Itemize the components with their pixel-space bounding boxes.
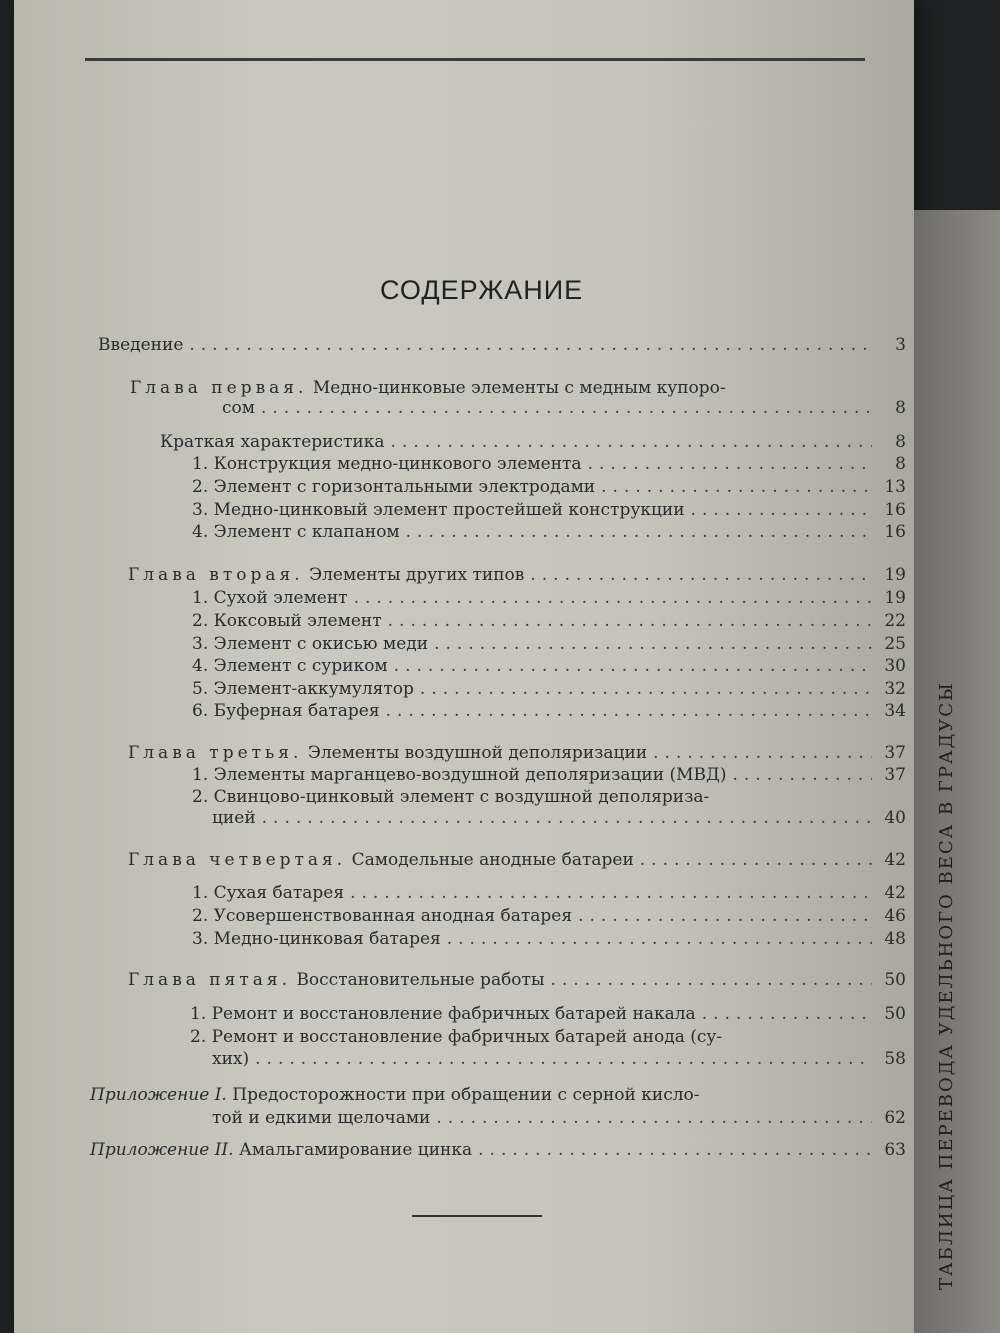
toc-appendix-2: Приложение II. Амальгамирование цинка ..... 63 xyxy=(90,1140,906,1160)
toc-entry: 4. Элемент с суриком ..... 30 xyxy=(192,656,906,676)
top-rule xyxy=(85,58,865,61)
adjacent-page-strip xyxy=(914,210,1000,1333)
toc-entry: 3. Элемент с окисью меди ..... 25 xyxy=(192,634,906,654)
toc-entry: 2. Усовершенствованная анодная батарея ..... 46 xyxy=(192,906,906,926)
toc-chapter-1: Глава первая. Медно-цинковые элементы с медным купоро- xyxy=(130,378,726,398)
toc-entry: 6. Буферная батарея ..... 34 xyxy=(192,701,906,721)
toc-entry: 1. Сухой элемент ..... 19 xyxy=(192,588,906,608)
toc-entry: 2. Элемент с горизонтальными электродами ..... 13 xyxy=(192,477,906,497)
toc-chapter-2: Глава вторая. Элементы других типов ..... 19 xyxy=(128,565,906,585)
toc-entry: сом ..... 8 xyxy=(222,398,906,418)
toc-entry: 3. Медно-цинковый элемент простейшей конструкции ..... 16 xyxy=(192,500,906,520)
toc-entry: 3. Медно-цинковая батарея ..... 48 xyxy=(192,929,906,949)
toc-entry: 2. Ремонт и восстановление фабричных батарей анода (су- xyxy=(190,1027,723,1047)
toc-entry: 4. Элемент с клапаном ..... 16 xyxy=(192,522,906,542)
bottom-rule xyxy=(412,1215,542,1217)
toc-chapter-5: Глава пятая. Восстановительные работы ..... 50 xyxy=(128,970,906,990)
toc-entry: 1. Ремонт и восстановление фабричных батарей накала ..... 50 xyxy=(190,1004,906,1024)
toc-appendix-1: Приложение I. Предосторожности при обращении с серной кисло- xyxy=(90,1085,700,1105)
toc-chapter-3: Глава третья. Элементы воздушной деполяризации ..... 37 xyxy=(128,743,906,763)
side-table-title: ТАБЛИЦА ПЕРЕВОДА УДЕЛЬНОГО ВЕСА В ГРАДУСЫ xyxy=(936,681,957,1290)
toc-entry: 2. Коксовый элемент ..... 22 xyxy=(192,611,906,631)
toc-chapter-4: Глава четвертая. Самодельные анодные батареи ..... 42 xyxy=(128,850,906,870)
toc-entry: Краткая характеристика ..... 8 xyxy=(160,432,906,452)
toc-entry: хих) ..... 58 xyxy=(212,1049,906,1069)
toc-entry: 1. Конструкция медно-цинкового элемента ..... 8 xyxy=(192,454,906,474)
toc-entry: 1. Сухая батарея ..... 42 xyxy=(192,883,906,903)
toc-entry: той и едкими щелочами ..... 62 xyxy=(212,1108,906,1128)
page-title: СОДЕРЖАНИЕ xyxy=(380,275,584,305)
toc-entry: 5. Элемент-аккумулятор ..... 32 xyxy=(192,679,906,699)
toc-entry: цией ..... 40 xyxy=(212,808,906,828)
toc-entry-intro: Введение ..... 3 xyxy=(98,335,906,355)
toc-entry: 2. Свинцово-цинковый элемент с воздушной деполяриза- xyxy=(192,787,710,807)
toc-entry: 1. Элементы марганцево-воздушной деполяризации (МВД) ..... 37 xyxy=(192,765,906,785)
